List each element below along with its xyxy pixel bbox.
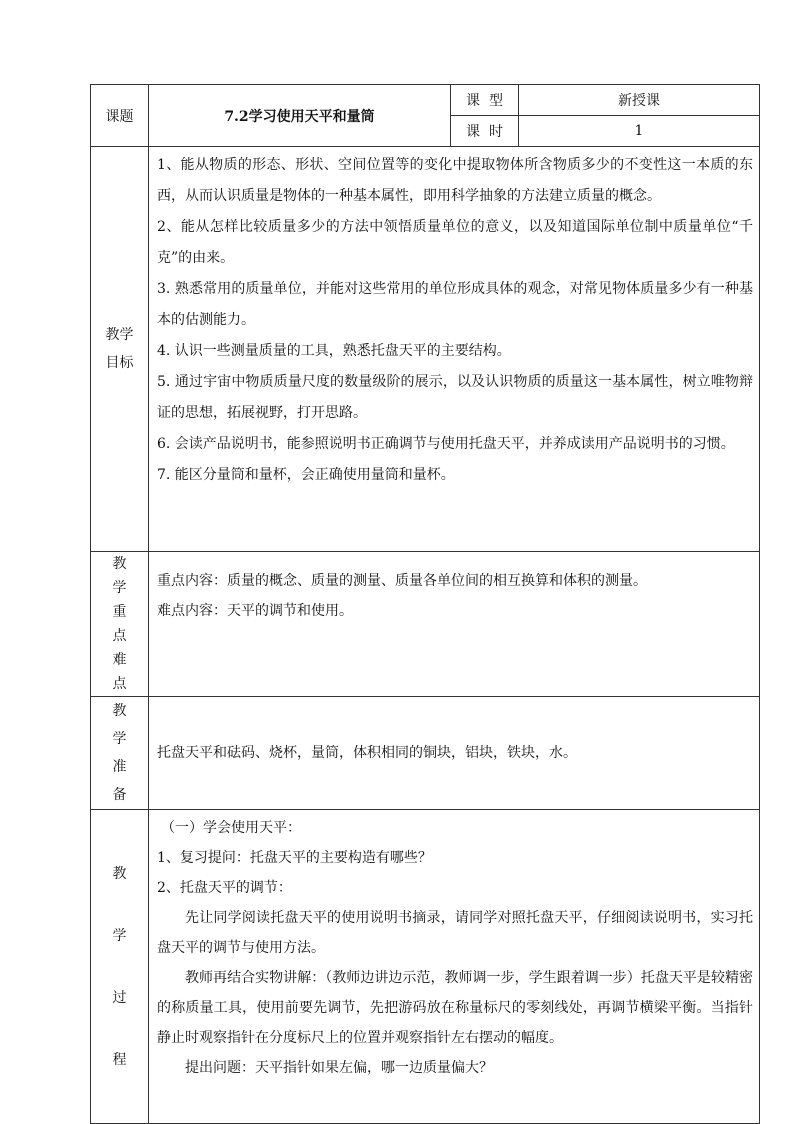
process-line: 1、复习提问：托盘天平的主要构造有哪些？ <box>157 850 432 866</box>
process-line: 提出问题：天平指针如果左偏，哪一边质量偏大？ <box>185 1060 493 1076</box>
difficult-point-text: 难点内容：天平的调节和使用。 <box>157 603 353 619</box>
process-line: 先让同学阅读托盘天平的使用说明书摘录，请同学对照托盘天平，仔细阅读说明书，实习托盘天平的调节与使用方法。 <box>157 910 753 956</box>
type-label: 课 型 <box>451 85 519 116</box>
type-value: 新授课 <box>519 85 760 116</box>
topic-title: 7.2学习使用天平和量筒 <box>149 85 451 147</box>
preparation-text: 托盘天平和砝码、烧杯，量筒，体积相同的铜块，铝块，铁块，水。 <box>157 745 577 761</box>
preparation-content <box>149 697 760 810</box>
objective-item: 7. 能区分量筒和量杯，会正确使用量筒和量杯。 <box>157 467 455 483</box>
objective-item: 3. 熟悉常用的质量单位，并能对这些常用的单位形成具体的观念，对常见物体质量多少有一种基本的估测能力。 <box>157 281 753 328</box>
keypoints-label-line2: 重点 <box>112 604 137 644</box>
objectives-row <box>91 147 760 552</box>
keypoints-label <box>91 552 149 697</box>
process-content <box>149 810 760 1124</box>
process-label-char: 程 <box>112 1051 127 1068</box>
preparation-row <box>91 697 760 810</box>
keypoints-content <box>149 552 760 697</box>
process-label-char: 过 <box>112 989 127 1006</box>
process-label-char: 教 <box>112 865 127 882</box>
keypoints-label-line1: 教学 <box>112 556 137 596</box>
objectives-label-line2: 目标 <box>105 355 134 371</box>
process-line: 教师再结合实物讲解：（教师边讲边示范，教师调一步，学生跟着调一步）托盘天平是较精密的称质量工具，使用前要先调节，先把游码放在称量标尺的零刻线处，再调节横梁平衡。当指针静止时观察指针在分度标尺上的位置并观察指针左右摆动的幅度。 <box>157 970 753 1046</box>
lesson-plan-table <box>90 84 760 1124</box>
process-label-char: 学 <box>112 927 127 944</box>
keypoints-row <box>91 552 760 697</box>
process-row <box>91 810 760 1124</box>
process-label <box>91 810 149 1124</box>
objectives-label-line1: 教学 <box>105 327 134 343</box>
preparation-label <box>91 697 149 810</box>
process-line: 2、托盘天平的调节： <box>157 880 292 896</box>
objectives-content <box>149 147 760 552</box>
objectives-label <box>91 147 149 552</box>
objective-item: 4. 认识一些测量质量的工具，熟悉托盘天平的主要结构。 <box>157 343 511 359</box>
keypoints-label-line3: 难点 <box>112 652 137 692</box>
objective-item: 5. 通过宇宙中物质质量尺度的数量级阶的展示，以及认识物质的质量这一基本属性，树立唯物辩证的思想，拓展视野，打开思路。 <box>157 374 753 421</box>
process-line: （一）学会使用天平： <box>161 820 301 836</box>
objective-item: 1、能从物质的形态、形状、空间位置等的变化中提取物体所含物质多少的不变性这一本质的东西，从而认识质量是物体的一种基本属性，即用科学抽象的方法建立质量的概念。 <box>157 157 753 204</box>
objective-item: 2、能从怎样比较质量多少的方法中领悟质量单位的意义，以及知道国际单位制中质量单位“千克”的由来。 <box>157 219 753 266</box>
topic-label: 课题 <box>91 85 149 147</box>
hours-value: 1 <box>519 116 760 147</box>
hours-label: 课 时 <box>451 116 519 147</box>
header-row-1 <box>91 85 760 116</box>
key-point-text: 重点内容：质量的概念、质量的测量、质量各单位间的相互换算和体积的测量。 <box>157 573 647 589</box>
objective-item: 6. 会读产品说明书，能参照说明书正确调节与使用托盘天平，并养成读用产品说明书的习惯。 <box>157 436 735 452</box>
preparation-label-line2: 准备 <box>112 759 137 803</box>
preparation-label-line1: 教学 <box>112 703 137 747</box>
